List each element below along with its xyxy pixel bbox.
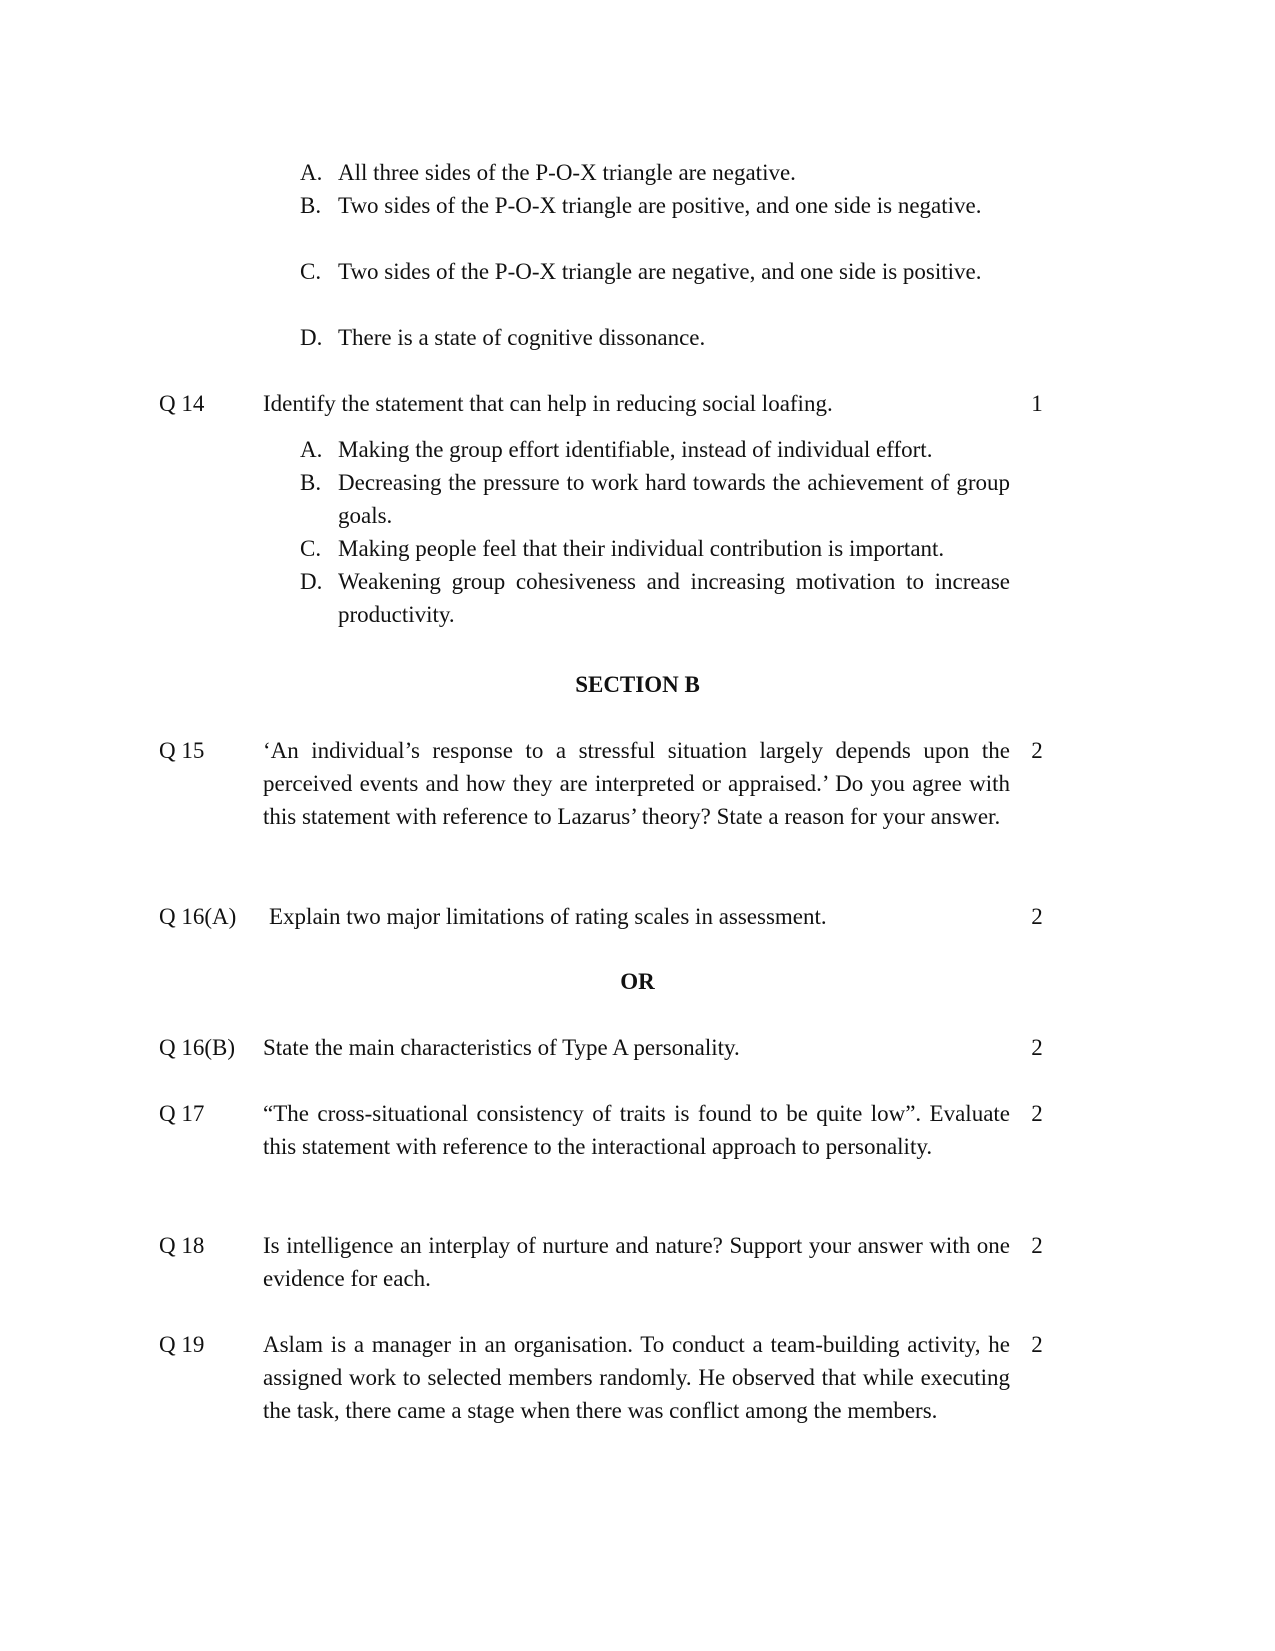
or-label: OR bbox=[620, 969, 655, 994]
option-letter: B. bbox=[300, 470, 322, 495]
option-text: There is a state of cognitive dissonance. bbox=[338, 325, 706, 350]
option-text: Two sides of the P-O-X triangle are negative, and one side is positive. bbox=[338, 259, 982, 284]
q16a-text: Explain two major limitations of rating scales in assessment. bbox=[269, 904, 827, 929]
q13-option-b bbox=[300, 189, 1010, 222]
option-text: Weakening group cohesiveness and increasing motivation to increase productivity. bbox=[338, 569, 1010, 627]
option-text: Making people feel that their individual contribution is important. bbox=[338, 536, 945, 561]
q19-number: Q 19 bbox=[159, 1332, 205, 1357]
q13-option-a bbox=[300, 156, 1010, 189]
q16b-marks: 2 bbox=[1031, 1035, 1043, 1060]
option-text: Making the group effort identifiable, instead of individual effort. bbox=[338, 437, 933, 462]
q18-number: Q 18 bbox=[159, 1233, 205, 1258]
q15-number: Q 15 bbox=[159, 738, 205, 763]
q15-text: ‘An individual’s response to a stressful situation largely depends upon the perceived events and how they are interpreted or appraised.’ Do you agree with this statement with reference to Lazarus’ theory? State a reason for your answer. bbox=[263, 738, 1010, 829]
q17-marks: 2 bbox=[1031, 1101, 1043, 1126]
q14-text: Identify the statement that can help in reducing social loafing. bbox=[263, 391, 833, 416]
option-letter: A. bbox=[300, 160, 323, 185]
q14-option-a bbox=[300, 433, 1010, 466]
q15-marks: 2 bbox=[1031, 738, 1043, 763]
option-letter: A. bbox=[300, 437, 323, 462]
option-letter: C. bbox=[300, 259, 322, 284]
q14-marks: 1 bbox=[1031, 391, 1043, 416]
option-text: Two sides of the P-O-X triangle are positive, and one side is negative. bbox=[338, 193, 982, 218]
q16a-number: Q 16(A) bbox=[159, 904, 237, 929]
q13-option-d bbox=[300, 321, 1010, 354]
option-letter: D. bbox=[300, 325, 323, 350]
q16b-text: State the main characteristics of Type A personality. bbox=[263, 1035, 740, 1060]
section-b-heading: SECTION B bbox=[575, 672, 700, 697]
option-letter: D. bbox=[300, 569, 323, 594]
q14-number: Q 14 bbox=[159, 391, 205, 416]
option-text: Decreasing the pressure to work hard towards the achievement of group goals. bbox=[338, 470, 1010, 528]
q18-marks: 2 bbox=[1031, 1233, 1043, 1258]
q14-option-b bbox=[300, 466, 1010, 532]
q19-text: Aslam is a manager in an organisation. To conduct a team-building activity, he assigned work to selected members randomly. He observed that while executing the task, there came a stage when there was conflict among the members. bbox=[263, 1332, 1010, 1423]
q16a-marks: 2 bbox=[1031, 904, 1043, 929]
q14-option-d bbox=[300, 565, 1010, 631]
q17-text: “The cross-situational consistency of traits is found to be quite low”. Evaluate this statement with reference to the interactional approach to personality. bbox=[263, 1101, 1010, 1159]
q14-option-c bbox=[300, 532, 1010, 565]
option-letter: C. bbox=[300, 536, 322, 561]
q19-marks: 2 bbox=[1031, 1332, 1043, 1357]
q17-number: Q 17 bbox=[159, 1101, 205, 1126]
option-letter: B. bbox=[300, 193, 322, 218]
option-text: All three sides of the P-O-X triangle are negative. bbox=[338, 160, 796, 185]
q18-text: Is intelligence an interplay of nurture and nature? Support your answer with one evidence for each. bbox=[263, 1233, 1010, 1291]
q16b-number: Q 16(B) bbox=[159, 1035, 236, 1060]
q13-option-c bbox=[300, 255, 1010, 288]
